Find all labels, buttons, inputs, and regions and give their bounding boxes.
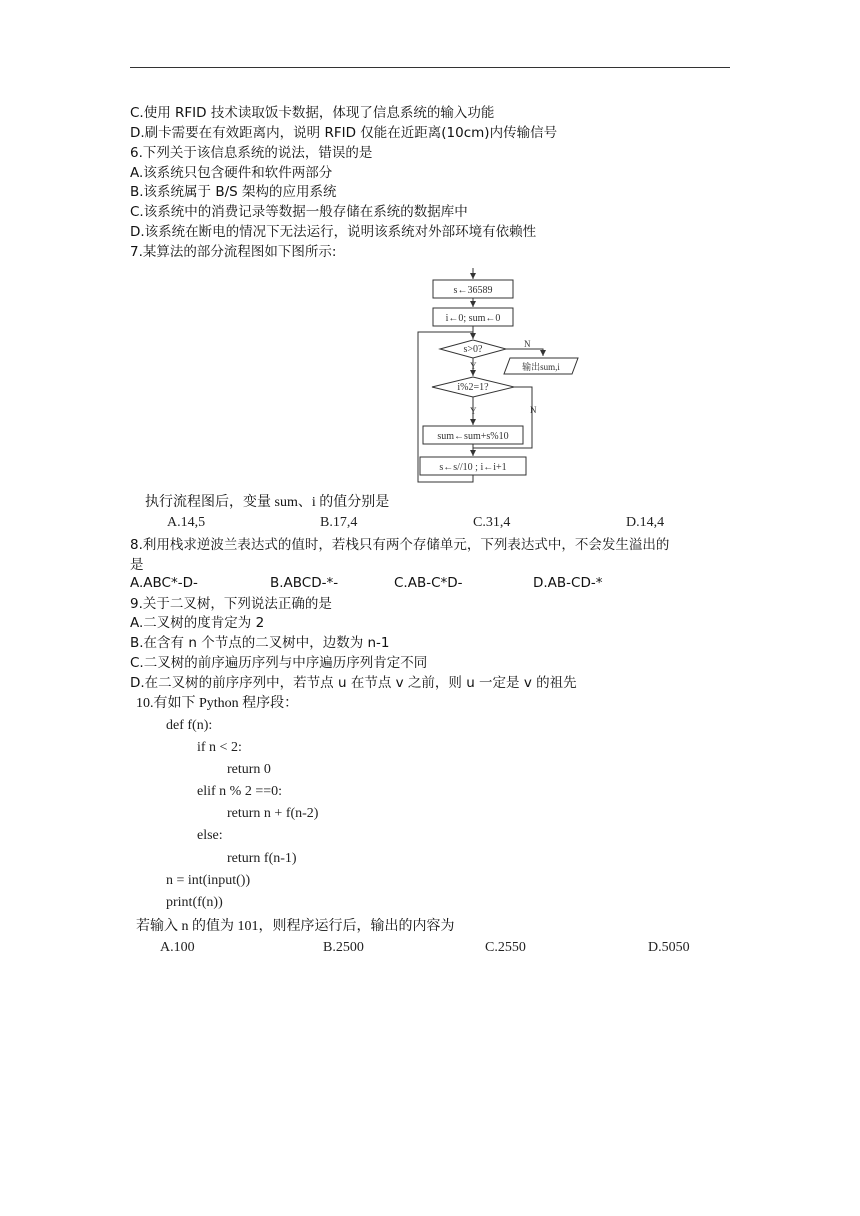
q5-option-d: D.刷卡需要在有效距离内，说明 RFID 仅能在近距离(10cm)内传输信号	[130, 125, 558, 141]
flow-box2-text: i←0; sum←0	[445, 313, 501, 324]
code-line: print(f(n))	[166, 895, 223, 910]
q10-title: 10.有如下 Python 程序段：	[136, 696, 299, 711]
q7-option-b: B.17,4	[320, 515, 358, 530]
q7-prompt: 执行流程图后，变量 sum、i 的值分别是	[145, 495, 390, 510]
flow-yes1-label: Y	[470, 361, 477, 371]
flow-box4-text: s←s//10 ; i←i+1	[439, 462, 507, 473]
q6-option-c: C.该系统中的消费记录等数据一般存储在系统的数据库中	[130, 204, 468, 220]
code-line: return 0	[227, 762, 271, 777]
flow-no2-label: N	[530, 405, 537, 415]
q10-option-c: C.2550	[485, 940, 526, 955]
q6-stem: 6.下列关于该信息系统的说法，错误的是	[130, 145, 373, 161]
q9-option-c: C.二叉树的前序遍历序列与中序遍历序列肯定不同	[130, 655, 428, 671]
code-line: return n + f(n-2)	[227, 806, 319, 821]
q9-option-d: D.在二叉树的前序序列中，若节点 u 在节点 v 之前，则 u 一定是 v 的祖先	[130, 675, 577, 691]
flow-box1-text: s←36589	[453, 285, 493, 296]
q5-option-c: C.使用 RFID 技术读取饭卡数据，体现了信息系统的输入功能	[130, 105, 495, 121]
q6-option-a: A.该系统只包含硬件和软件两部分	[130, 165, 333, 181]
q10-option-a: A.100	[160, 940, 195, 955]
flow-no1-label: N	[524, 339, 531, 349]
q9-option-a: A.二叉树的度肯定为 2	[130, 615, 265, 631]
q8-option-b: B.ABCD-*-	[270, 575, 339, 591]
flow-box3-text: sum←sum+s%10	[437, 431, 509, 442]
flow-diamond2-text: i%2=1?	[457, 382, 489, 393]
code-line: if n < 2:	[197, 740, 242, 755]
q10-option-d: D.5050	[648, 940, 690, 955]
q7-option-c: C.31,4	[473, 515, 511, 530]
q8-stem: 8.利用栈求逆波兰表达式的值时，若栈只有两个存储单元，下列表达式中，不会发生溢出的	[130, 537, 670, 553]
q6-option-d: D.该系统在断电的情况下无法运行，说明该系统对外部环境有依赖性	[130, 224, 537, 240]
code-line: else:	[197, 828, 223, 843]
flow-diamond1-text: s>0?	[463, 344, 483, 355]
q10-prompt: 若输入 n 的值为 101，则程序运行后，输出的内容为	[136, 919, 455, 934]
q9-option-b: B.在含有 n 个节点的二叉树中，边数为 n-1	[130, 635, 390, 651]
q10-option-b: B.2500	[323, 940, 364, 955]
q7-stem: 7.某算法的部分流程图如下图所示:	[130, 244, 337, 260]
q7-option-d: D.14,4	[626, 515, 665, 530]
flowchart	[0, 0, 860, 490]
q8-option-c: C.AB-C*D-	[394, 575, 463, 591]
q8-option-d: D.AB-CD-*	[533, 575, 603, 591]
flow-output-text: 输出sum,i	[522, 362, 560, 372]
q8-stem-cont: 是	[130, 557, 144, 573]
code-line: n = int(input())	[166, 873, 251, 888]
q6-option-b: B.该系统属于 B/S 架构的应用系统	[130, 184, 337, 200]
code-line: def f(n):	[166, 718, 213, 733]
q9-stem: 9.关于二叉树，下列说法正确的是	[130, 596, 332, 612]
code-line: elif n % 2 ==0:	[197, 784, 282, 799]
flow-yes2-label: Y	[470, 406, 477, 416]
q7-option-a: A.14,5	[167, 515, 206, 530]
q8-option-a: A.ABC*-D-	[130, 575, 198, 591]
code-line: return f(n-1)	[227, 851, 297, 866]
